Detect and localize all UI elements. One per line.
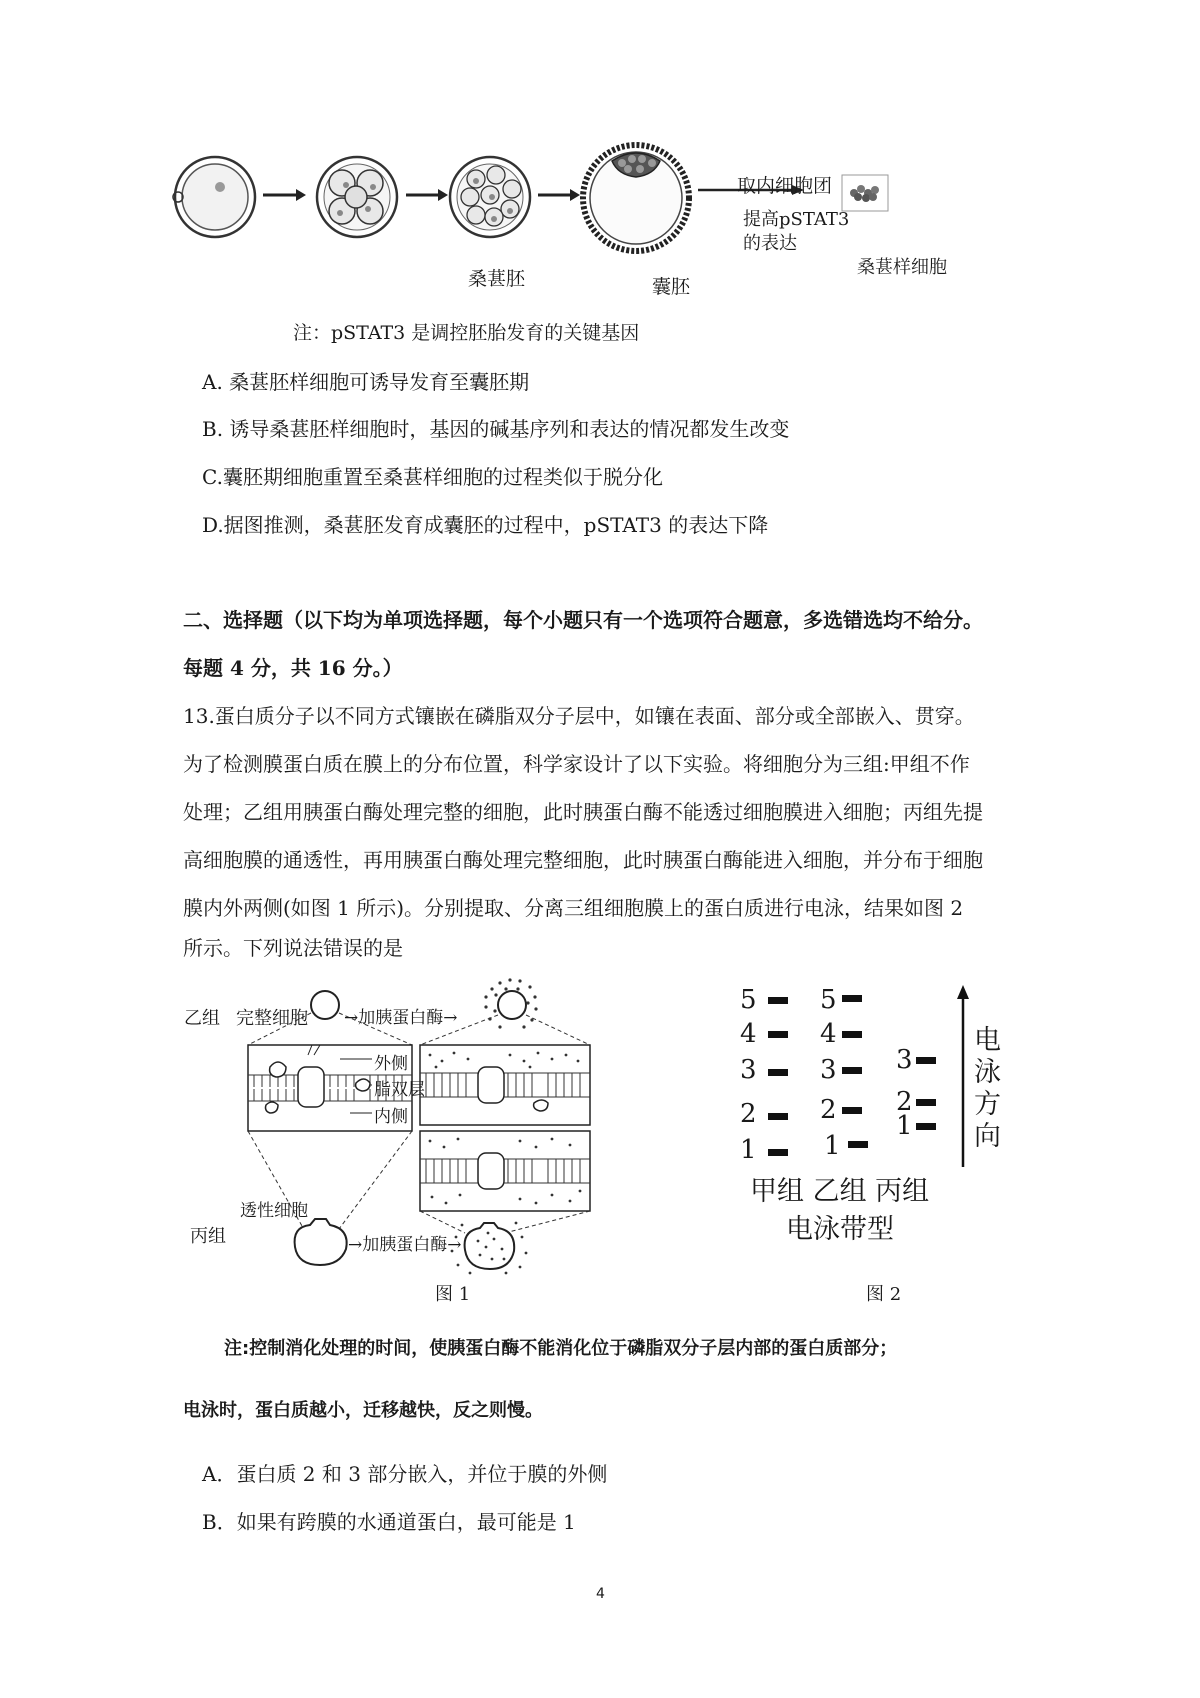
band-label-a1: 1 — [740, 1135, 757, 1165]
band-a1 — [768, 1149, 788, 1156]
fig1-intact-cell-label: 完整细胞 — [236, 1008, 308, 1029]
band-a3 — [768, 1069, 788, 1076]
band-b1 — [848, 1141, 868, 1148]
fig1-outer-label: 外侧 — [374, 1054, 408, 1074]
q13-line-6: 所示。下列说法错误的是 — [183, 936, 403, 960]
fig1-bilayer-label: 脂双层 — [374, 1080, 425, 1100]
band-c1 — [916, 1123, 936, 1130]
band-a2 — [768, 1113, 788, 1120]
fig2-group-labels: 甲组 乙组 丙组 — [750, 1176, 930, 1207]
band-label-b1: 1 — [824, 1131, 841, 1161]
treated-intact-cell-icon — [484, 978, 537, 1028]
band-label-b3: 3 — [820, 1055, 837, 1085]
note-line-2: 电泳时，蛋白质越小，迁移越快，反之则慢。 — [183, 1400, 543, 1421]
fig2-title: 电泳带型 — [786, 1214, 894, 1245]
q13-option-b: B．如果有跨膜的水通道蛋白，最可能是 1 — [202, 1510, 576, 1534]
band-b2 — [842, 1107, 862, 1114]
up-arrow-icon — [956, 985, 970, 1167]
fig1-inner-label: 内侧 — [374, 1107, 408, 1127]
band-b5 — [842, 995, 862, 1002]
q12-option-a: A. 桑葚胚样细胞可诱导发育至囊胚期 — [202, 370, 530, 394]
q13-option-a: A．蛋白质 2 和 3 部分嵌入，并位于膜的外侧 — [202, 1462, 608, 1486]
cleavage-stage-drawing — [317, 157, 397, 237]
band-b3 — [842, 1067, 862, 1074]
permeable-cell-icon — [295, 1219, 347, 1265]
band-a4 — [768, 1031, 788, 1038]
page-number: 4 — [596, 1586, 605, 1602]
fig1-group-b-label: 乙组 — [184, 1008, 220, 1029]
band-label-c3: 3 — [896, 1045, 913, 1075]
band-label-c1: 1 — [896, 1111, 913, 1141]
fig1-caption: 图 1 — [435, 1284, 471, 1305]
section-heading-line1: 二、选择题（以下均为单项选择题，每个小题只有一个选项符合题意，多选错选均不给分。 — [183, 608, 983, 632]
q12-option-c: C.囊胚期细胞重置至桑葚样细胞的过程类似于脱分化 — [202, 465, 663, 489]
figure-2 — [730, 985, 1030, 1255]
band-c2 — [916, 1099, 936, 1106]
label-morula: 桑葚胚 — [468, 268, 526, 290]
note-line-1: 注:控制消化处理的时间，使胰蛋白酶不能消化位于磷脂双分子层内部的蛋白质部分； — [224, 1338, 898, 1359]
q12-option-d: D.据图推测，桑葚胚发育成囊胚的过程中，pSTAT3 的表达下降 — [202, 513, 769, 537]
morula-drawing — [450, 157, 530, 237]
label-blastocyst: 囊胚 — [652, 276, 691, 298]
q13-line-2: 为了检测膜蛋白质在膜上的分布位置，科学家设计了以下实验。将细胞分为三组:甲组不作 — [183, 752, 970, 776]
band-label-b5: 5 — [820, 985, 837, 1015]
q13-line-3: 处理；乙组用胰蛋白酶处理完整的细胞，此时胰蛋白酶不能透过细胞膜进入细胞；丙组先提 — [183, 800, 983, 824]
band-label-b4: 4 — [820, 1019, 837, 1049]
electrophoresis-direction-label: 电 泳 方 向 — [974, 1025, 1001, 1152]
zygote-drawing — [173, 157, 255, 237]
q13-line-5: 膜内外两侧(如图 1 所示)。分别提取、分离三组细胞膜上的蛋白质进行电泳，结果如图 2 — [183, 896, 964, 920]
membrane-panel-right-top — [420, 1045, 590, 1125]
fig2-caption: 图 2 — [866, 1284, 902, 1305]
band-a5 — [768, 997, 788, 1004]
band-label-a5: 5 — [740, 985, 757, 1015]
band-label-a2: 2 — [740, 1099, 757, 1129]
q13-line-1: 13.蛋白质分子以不同方式镶嵌在磷脂双分子层中，如镶在表面、部分或全部嵌入、贯穿。 — [183, 704, 975, 728]
blastocyst-drawing — [583, 145, 689, 251]
membrane-panel-right-bottom — [420, 1131, 590, 1211]
arrow-label-top: 取内细胞团 — [737, 175, 833, 197]
band-label-c2: 2 — [896, 1087, 913, 1117]
arrow-label-bot: 的表达 — [743, 233, 797, 254]
section-heading-line2: 每题 4 分，共 16 分。） — [183, 656, 403, 680]
arrow-label-mid: 提高pSTAT3 — [743, 209, 850, 230]
band-label-a3: 3 — [740, 1055, 757, 1085]
figure-note: 注：pSTAT3 是调控胚胎发育的关键基因 — [293, 322, 640, 344]
band-c3 — [916, 1057, 936, 1064]
fig1-group-c-label: 丙组 — [190, 1226, 226, 1247]
q12-option-b: B. 诱导桑葚胚样细胞时，基因的碱基序列和表达的情况都发生改变 — [202, 417, 790, 441]
q13-line-4: 高细胞膜的通透性，再用胰蛋白酶处理完整细胞，此时胰蛋白酶能进入细胞，并分布于细胞 — [183, 848, 983, 872]
band-label-b2: 2 — [820, 1095, 837, 1125]
band-b4 — [842, 1031, 862, 1038]
band-label-a4: 4 — [740, 1019, 757, 1049]
intact-cell-icon — [311, 991, 339, 1019]
fig1-permeable-cell-label: 透性细胞 — [240, 1201, 308, 1221]
fig1-add-trypsin-top: →加胰蛋白酶→ — [344, 1008, 458, 1028]
fig1-add-trypsin-bottom: →加胰蛋白酶→ — [348, 1235, 462, 1255]
treated-permeable-cell-icon — [451, 1222, 528, 1275]
label-morula-like: 桑葚样细胞 — [857, 257, 947, 278]
